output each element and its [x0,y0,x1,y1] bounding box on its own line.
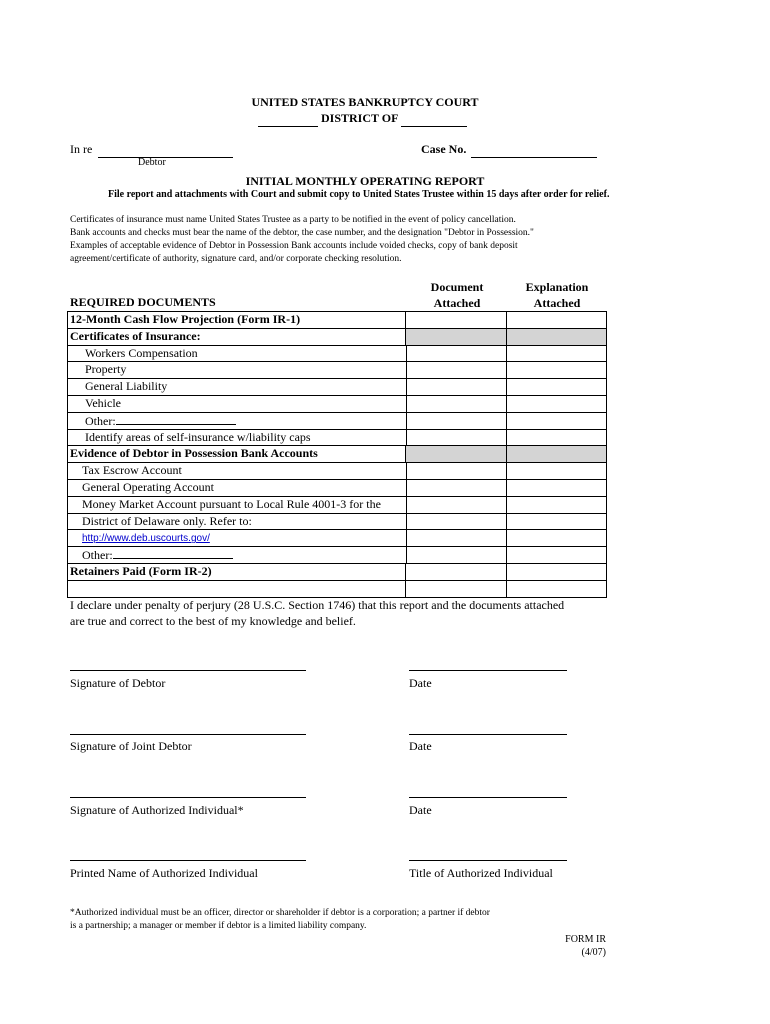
printed-name-label: Printed Name of Authorized Individual [70,866,258,880]
instruction-line: Examples of acceptable evidence of Debtor in Possession Bank accounts include voided checks, copy of bank deposit [70,241,518,251]
case-no-label: Case No. [421,142,467,156]
document-attached-cell[interactable] [407,413,507,429]
signature-of-authorized-label: Signature of Authorized Individual* [70,803,244,817]
document-attached-cell[interactable] [407,430,507,446]
authorized-date-line[interactable] [409,797,567,798]
date-label: Date [409,739,432,753]
authorized-signature-line[interactable] [70,797,306,798]
joint-debtor-signature-line[interactable] [70,734,306,735]
table-row [68,530,607,547]
table-row [68,396,607,413]
document-name: Money Market Account pursuant to Local Rule 4001-3 for the [82,496,381,511]
table-row [68,362,607,379]
debtor-date-line[interactable] [409,670,567,671]
document-attached-cell[interactable] [407,514,507,530]
district-blank[interactable] [258,111,318,127]
document-name: 12-Month Cash Flow Projection (Form IR-1) [70,312,301,326]
document-name-cell [68,446,406,462]
form-id [562,933,606,959]
document-attached-cell[interactable] [407,362,507,378]
explanation-attached-cell[interactable] [507,413,607,429]
document-name: Vehicle [85,395,121,410]
debtor-signature-line[interactable] [70,670,306,671]
explanation-attached-cell[interactable] [507,564,607,580]
document-name: District of Delaware only. Refer to: [82,513,252,528]
explanation-attached-cell[interactable] [507,379,607,395]
table-row [68,514,607,531]
other-blank-field[interactable] [113,547,233,559]
footnote-line: is a partnership; a manager or member if debtor is a limited liability company. [70,921,367,931]
document-name: Other: [82,548,113,563]
instruction-line: agreement/certificate of authority, signature card, and/or corporate checking resolution. [70,254,402,264]
document-name: Retainers Paid (Form IR-2) [70,563,212,578]
document-attached-cell[interactable] [407,497,507,513]
document-name-cell [68,581,406,597]
explanation-attached-cell[interactable] [507,497,607,513]
instruction-line: Bank accounts and checks must bear the name of the debtor, the case number, and the designation "Debtor in Possession." [70,228,534,238]
court-title: UNITED STATES BANKRUPTCY COURT [251,95,479,109]
document-attached-cell[interactable] [407,463,507,479]
document-name-cell [68,430,407,446]
explanation-attached-cell[interactable] [507,430,607,446]
title-label: Title of Authorized Individual [409,866,553,880]
document-attached-cell[interactable] [406,564,506,580]
form-date: (4/07) [581,947,606,958]
document-attached-cell[interactable] [407,530,507,546]
table-row [68,497,607,514]
table-body [67,311,607,598]
district-label: DISTRICT OF [321,111,399,125]
district-line [258,111,467,127]
signature-of-joint-debtor-label: Signature of Joint Debtor [70,739,192,753]
document-attached-cell[interactable] [407,396,507,412]
table-row [68,480,607,497]
date-label: Date [409,676,432,690]
document-attached-cell[interactable] [407,346,507,362]
document-attached-cell[interactable] [407,379,507,395]
document-attached-cell [406,446,506,462]
instruction-line: Certificates of insurance must name United States Trustee as a party to be notified in the event of policy cancellation. [70,215,516,225]
explanation-attached-cell[interactable] [507,396,607,412]
document-name-cell [68,480,407,496]
document-name-cell [68,312,406,328]
debtor-name-field[interactable] [98,142,233,158]
declaration-line: are true and correct to the best of my knowledge and belief. [70,614,356,628]
document-name: Tax Escrow Account [82,463,182,478]
case-no-line [421,142,597,158]
declaration-line: I declare under penalty of perjury (28 U.S.C. Section 1746) that this report and the documents attached [70,598,565,612]
document-name-cell [68,514,407,530]
form-name: FORM IR [565,934,606,945]
date-label: Date [409,803,432,817]
explanation-attached-cell[interactable] [507,346,607,362]
document-name-cell [68,463,407,479]
footnote [70,907,490,933]
document-name-cell [68,396,407,412]
table-row [68,446,607,463]
document-name: Property [85,362,127,377]
debtor-caption: Debtor [138,157,166,168]
court-website-link[interactable]: http://www.deb.uscourts.gov/ [82,533,210,545]
explanation-attached-cell[interactable] [507,312,607,328]
footnote-line: *Authorized individual must be an officer, director or shareholder if debtor is a corporation; a partner if debtor [70,908,490,918]
document-name: Other: [85,413,116,428]
document-attached-cell [406,329,506,345]
explanation-attached-header [507,279,607,311]
title-line[interactable] [409,860,567,861]
explanation-attached-cell[interactable] [507,530,607,546]
other-blank-field[interactable] [116,413,236,425]
document-attached-cell[interactable] [407,547,507,563]
required-documents-table [67,278,607,598]
table-header [67,278,607,311]
document-name: General Liability [85,379,168,394]
table-row [68,547,607,564]
document-name: General Operating Account [82,479,214,494]
table-row [68,379,607,396]
document-attached-cell[interactable] [406,581,506,597]
document-name-cell [68,379,407,395]
signature-of-debtor-label: Signature of Debtor [70,676,166,690]
document-attached-cell[interactable] [406,312,506,328]
document-name-cell [68,547,407,563]
table-row [68,581,607,598]
required-documents-header: REQUIRED DOCUMENTS [70,295,216,309]
document-attached-header [407,279,507,311]
in-re-label: In re [70,142,93,156]
document-name-cell [68,362,407,378]
explanation-attached-cell[interactable] [507,514,607,530]
district-name-blank[interactable] [401,111,467,127]
table-row [68,312,607,329]
document-name: Certificates of Insurance: [70,328,201,343]
document-name: Identify areas of self-insurance w/liability caps [85,429,311,444]
document-name-cell [68,329,406,345]
table-row [68,564,607,581]
explanation-attached-cell[interactable] [507,581,607,597]
table-row [68,413,607,430]
document-name: Evidence of Debtor in Possession Bank Accounts [70,446,318,461]
document-name-cell [68,564,406,580]
case-no-field[interactable] [471,142,597,158]
col2-header-line1: Document [430,280,484,294]
printed-name-line[interactable] [70,860,306,861]
explanation-attached-cell[interactable] [507,547,607,563]
report-title: INITIAL MONTHLY OPERATING REPORT [245,174,485,188]
document-name-cell [68,413,407,429]
document-name-cell [68,530,407,546]
col2-header-line2: Attached [433,296,481,310]
explanation-attached-cell[interactable] [507,362,607,378]
table-row [68,430,607,447]
in-re-line [70,142,233,158]
document-attached-cell[interactable] [407,480,507,496]
explanation-attached-cell [507,329,607,345]
explanation-attached-cell[interactable] [507,480,607,496]
table-row [68,346,607,363]
table-row [68,329,607,346]
document-name-cell [68,346,407,362]
explanation-attached-cell [507,446,607,462]
document-name-cell [68,497,407,513]
joint-date-line[interactable] [409,734,567,735]
col3-header-line2: Attached [533,296,581,310]
instructions [70,214,534,266]
declaration [70,597,564,629]
col3-header-line1: Explanation [525,280,589,294]
table-row [68,463,607,480]
explanation-attached-cell[interactable] [507,463,607,479]
report-subtitle: File report and attachments with Court and submit copy to United States Trustee within 15 days after order for relief. [108,189,610,200]
document-name: Workers Compensation [85,345,198,360]
